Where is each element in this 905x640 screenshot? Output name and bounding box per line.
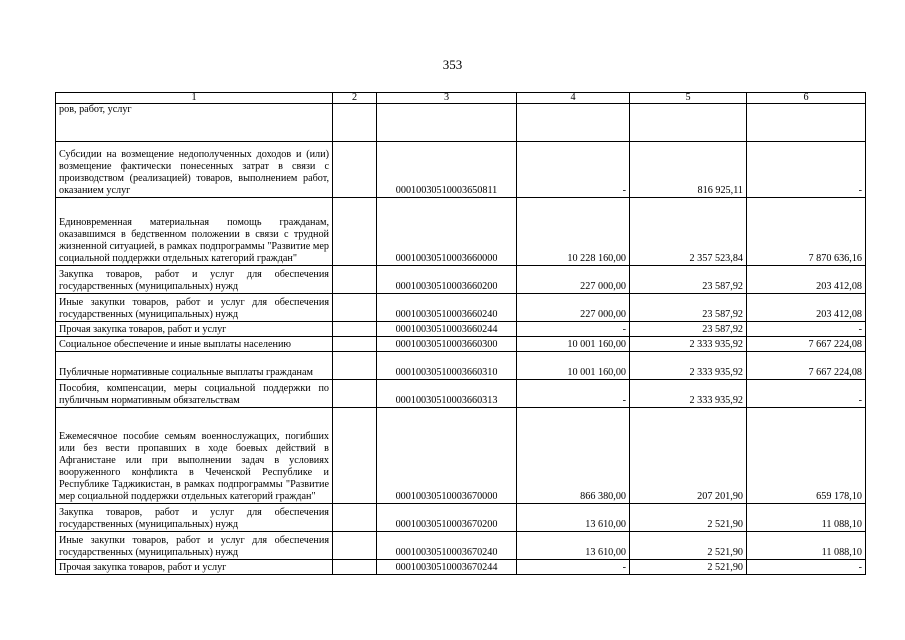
row-executed-value — [630, 104, 747, 142]
column-header-1: 1 — [56, 93, 333, 104]
row-empty-cell — [333, 198, 377, 266]
table-row — [56, 104, 866, 142]
row-remaining-value: 11 088,10 — [747, 532, 866, 560]
row-name: Единовременная материальная помощь гражданам, оказавшимся в бедственном положении в связи с трудной жизненной ситуацией, в рамках подпрограммы "Развитие мер социальной поддержки отдельных категорий граждан" — [56, 198, 333, 266]
row-remaining-value: - — [747, 560, 866, 575]
table-row — [56, 198, 866, 266]
row-name: Социальное обеспечение и иные выплаты населению — [56, 337, 333, 352]
column-header-4: 4 — [517, 93, 630, 104]
column-header-2: 2 — [333, 93, 377, 104]
row-remaining-value: - — [747, 380, 866, 408]
row-code: 00010030510003660313 — [377, 380, 517, 408]
row-plan-value: 10 228 160,00 — [517, 198, 630, 266]
budget-execution-table — [55, 92, 866, 575]
table-row — [56, 352, 866, 380]
column-header-3: 3 — [377, 93, 517, 104]
table-row — [56, 408, 866, 504]
row-name: Прочая закупка товаров, работ и услуг — [56, 322, 333, 337]
row-code: 00010030510003660300 — [377, 337, 517, 352]
row-plan-value — [517, 104, 630, 142]
row-empty-cell — [333, 380, 377, 408]
row-code: 00010030510003660200 — [377, 266, 517, 294]
page-number: 353 — [442, 57, 463, 72]
table-row — [56, 504, 866, 532]
row-code: 00010030510003660240 — [377, 294, 517, 322]
row-remaining-value: 203 412,08 — [747, 266, 866, 294]
table-row — [56, 532, 866, 560]
row-name: ров, работ, услуг — [56, 104, 333, 142]
row-plan-value: 866 380,00 — [517, 408, 630, 504]
row-code — [377, 104, 517, 142]
row-empty-cell — [333, 104, 377, 142]
row-remaining-value — [747, 104, 866, 142]
table-row — [56, 560, 866, 575]
row-name: Ежемесячное пособие семьям военнослужащих, погибших или без вести пропавших в ходе боевых действий в Афганистане или при выполнении задач в условиях вооруженного конфликта в Чеченской Республике и Республике Таджикистан, в рамках подпрограммы "Развитие мер социальной поддержки отдельных категорий граждан" — [56, 408, 333, 504]
row-plan-value: 10 001 160,00 — [517, 352, 630, 380]
table-row — [56, 142, 866, 198]
row-remaining-value: - — [747, 142, 866, 198]
table-row — [56, 322, 866, 337]
row-name: Закупка товаров, работ и услуг для обеспечения государственных (муниципальных) нужд — [56, 266, 333, 294]
row-empty-cell — [333, 532, 377, 560]
row-empty-cell — [333, 142, 377, 198]
row-plan-value: - — [517, 142, 630, 198]
row-empty-cell — [333, 504, 377, 532]
row-name: Пособия, компенсации, меры социальной поддержки по публичным нормативным обязательствам — [56, 380, 333, 408]
row-code: 00010030510003670200 — [377, 504, 517, 532]
table-row — [56, 337, 866, 352]
row-remaining-value: - — [747, 322, 866, 337]
row-remaining-value: 659 178,10 — [747, 408, 866, 504]
row-plan-value: 10 001 160,00 — [517, 337, 630, 352]
row-code: 00010030510003660310 — [377, 352, 517, 380]
row-name: Прочая закупка товаров, работ и услуг — [56, 560, 333, 575]
row-empty-cell — [333, 337, 377, 352]
row-executed-value: 2 333 935,92 — [630, 352, 747, 380]
column-header-5: 5 — [630, 93, 747, 104]
row-remaining-value: 7 667 224,08 — [747, 352, 866, 380]
row-plan-value: 227 000,00 — [517, 294, 630, 322]
row-executed-value: 23 587,92 — [630, 322, 747, 337]
row-name: Иные закупки товаров, работ и услуг для обеспечения государственных (муниципальных) нужд — [56, 294, 333, 322]
row-empty-cell — [333, 266, 377, 294]
row-plan-value: - — [517, 322, 630, 337]
row-executed-value: 207 201,90 — [630, 408, 747, 504]
row-empty-cell — [333, 294, 377, 322]
row-executed-value: 816 925,11 — [630, 142, 747, 198]
row-executed-value: 2 333 935,92 — [630, 337, 747, 352]
row-empty-cell — [333, 322, 377, 337]
row-name: Публичные нормативные социальные выплаты гражданам — [56, 352, 333, 380]
row-name: Субсидии на возмещение недополученных доходов и (или) возмещение фактически понесенных затрат в связи с производством (реализацией) товаров, выполнением работ, оказанием услуг — [56, 142, 333, 198]
row-executed-value: 2 333 935,92 — [630, 380, 747, 408]
row-plan-value: - — [517, 560, 630, 575]
column-number-row — [56, 93, 866, 104]
row-plan-value: 227 000,00 — [517, 266, 630, 294]
row-code: 00010030510003660244 — [377, 322, 517, 337]
row-code: 00010030510003670000 — [377, 408, 517, 504]
row-executed-value: 23 587,92 — [630, 266, 747, 294]
row-executed-value: 2 357 523,84 — [630, 198, 747, 266]
row-remaining-value: 7 667 224,08 — [747, 337, 866, 352]
row-code: 00010030510003650811 — [377, 142, 517, 198]
row-remaining-value: 11 088,10 — [747, 504, 866, 532]
row-executed-value: 2 521,90 — [630, 532, 747, 560]
row-plan-value: - — [517, 380, 630, 408]
column-header-6: 6 — [747, 93, 866, 104]
row-name: Закупка товаров, работ и услуг для обеспечения государственных (муниципальных) нужд — [56, 504, 333, 532]
row-code: 00010030510003670240 — [377, 532, 517, 560]
row-plan-value: 13 610,00 — [517, 504, 630, 532]
row-empty-cell — [333, 352, 377, 380]
table-row — [56, 266, 866, 294]
table-row — [56, 294, 866, 322]
row-plan-value: 13 610,00 — [517, 532, 630, 560]
row-remaining-value: 7 870 636,16 — [747, 198, 866, 266]
row-executed-value: 2 521,90 — [630, 504, 747, 532]
row-empty-cell — [333, 408, 377, 504]
row-name: Иные закупки товаров, работ и услуг для обеспечения государственных (муниципальных) нужд — [56, 532, 333, 560]
row-code: 00010030510003670244 — [377, 560, 517, 575]
row-code: 00010030510003660000 — [377, 198, 517, 266]
row-executed-value: 2 521,90 — [630, 560, 747, 575]
row-remaining-value: 203 412,08 — [747, 294, 866, 322]
table-row — [56, 380, 866, 408]
row-empty-cell — [333, 560, 377, 575]
row-executed-value: 23 587,92 — [630, 294, 747, 322]
